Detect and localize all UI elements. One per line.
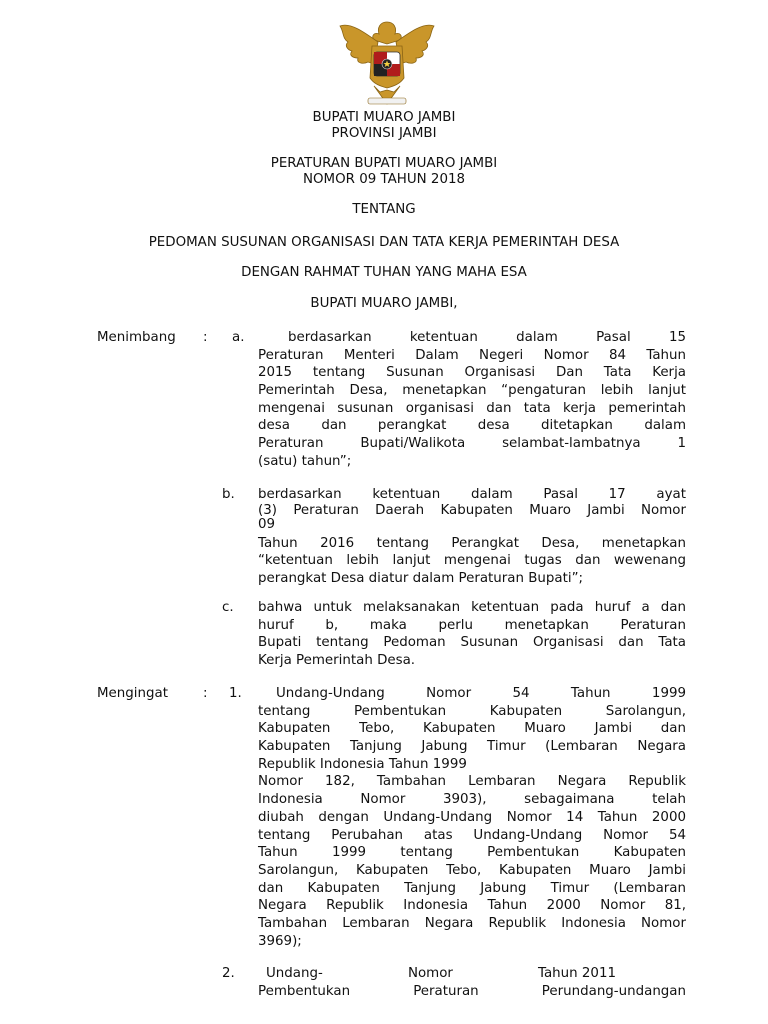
- text-line: Tambahan Lembaran Negara Republik Indonesia Nomor: [258, 915, 686, 931]
- item-marker: b.: [222, 487, 235, 502]
- regulation-subject: PEDOMAN SUSUNAN ORGANISASI DAN TATA KERJA PEMERINTAH DESA: [148, 235, 620, 250]
- text-line: Nomor 182, Tambahan Lembaran Negara Republik: [258, 774, 686, 790]
- text-line: Undang-Undang Nomor 54 Tahun 1999: [276, 686, 686, 701]
- text-line: “ketentuan lebih lanjut mengenai tugas dan wewenang: [258, 553, 686, 569]
- legal-basis-item-1: [258, 685, 686, 950]
- province-title: PROVINSI JAMBI: [331, 126, 437, 141]
- text-line: berdasarkan ketentuan dalam Pasal 15: [288, 330, 686, 345]
- section-label-menimbang: Menimbang: [97, 330, 176, 345]
- item-marker: 2.: [222, 966, 235, 981]
- text-line: Peraturan Menteri Dalam Negeri Nomor 84 Tahun: [258, 347, 686, 363]
- text-fragment: Undang-: [266, 966, 323, 981]
- text-line: (satu) tahun”;: [258, 453, 352, 469]
- text-line: diubah dengan Undang-Undang Nomor 14 Tahun 2000: [258, 809, 686, 825]
- invocation: DENGAN RAHMAT TUHAN YANG MAHA ESA: [241, 265, 527, 280]
- text-line: huruf b, maka perlu menetapkan Peraturan: [258, 617, 686, 633]
- text-line: 3969);: [258, 933, 302, 949]
- item-marker: 1.: [229, 686, 242, 701]
- text-line: 2015 tentang Susunan Organisasi Dan Tata Kerja: [258, 365, 686, 381]
- text-line: Kabupaten Tebo, Kabupaten Muaro Jambi dan: [258, 721, 686, 737]
- text-line: bahwa untuk melaksanakan ketentuan pada huruf a dan: [258, 600, 686, 615]
- text-line: tentang Perubahan atas Undang-Undang Nomor 54: [258, 827, 686, 843]
- regent-title: BUPATI MUARO JAMBI: [312, 110, 456, 125]
- text-line: Indonesia Nomor 3903), sebagaimana telah: [258, 792, 686, 808]
- garuda-emblem-icon: [334, 18, 440, 108]
- text-line: Tahun 1999 tentang Pembentukan Kabupaten: [258, 845, 686, 861]
- text-line: Negara Republik Indonesia Tahun 2000 Nomor 81,: [258, 898, 686, 914]
- text-fragment: Perundang-undangan: [541, 983, 686, 999]
- text-line: perangkat Desa diatur dalam Peraturan Bupati”;: [258, 571, 584, 587]
- section-colon: :: [203, 330, 208, 345]
- text-line: berdasarkan ketentuan dalam Pasal 17 ayat: [258, 487, 686, 502]
- text-line: desa dan perangkat desa ditetapkan dalam: [258, 418, 686, 434]
- text-line: (3) Peraturan Daerah Kabupaten Muaro Jambi Nomor: [258, 502, 686, 518]
- text-line: Republik Indonesia Tahun 1999: [258, 756, 467, 772]
- regulation-number: NOMOR 09 TAHUN 2018: [302, 172, 466, 187]
- text-line: [258, 965, 616, 983]
- signatory: BUPATI MUARO JAMBI,: [310, 296, 458, 311]
- considering-item-b: [258, 486, 686, 588]
- text-line: Tahun 2016 tentang Perangkat Desa, menetapkan: [258, 535, 686, 551]
- text-line: Sarolangun, Kabupaten Tebo, Kabupaten Muaro Jambi: [258, 862, 686, 878]
- text-fragment: Nomor: [407, 966, 453, 981]
- text-line: Peraturan Bupati/Walikota selambat-lambatnya 1: [258, 436, 686, 452]
- text-fragment: Peraturan: [413, 983, 479, 999]
- text-line: tentang Pembentukan Kabupaten Sarolangun,: [258, 703, 686, 719]
- text-line: 09: [258, 517, 276, 533]
- text-line: Bupati tentang Pedoman Susunan Organisasi dan Tata: [258, 635, 686, 651]
- text-line: Pemerintah Desa, menetapkan “pengaturan lebih lanjut: [258, 383, 686, 399]
- section-colon: :: [203, 686, 208, 701]
- legal-basis-item-2: [258, 965, 686, 1000]
- item-marker: a.: [232, 330, 245, 345]
- text-line: Kerja Pemerintah Desa.: [258, 653, 416, 669]
- about-heading: TENTANG: [352, 202, 416, 217]
- text-line: Kabupaten Tanjung Jabung Timur (Lembaran Negara: [258, 739, 686, 755]
- text-line: [258, 983, 686, 1001]
- item-marker: c.: [222, 600, 234, 615]
- text-fragment: Tahun 2011: [538, 966, 616, 981]
- regulation-title: PERATURAN BUPATI MUARO JAMBI: [270, 156, 498, 171]
- considering-item-c: [258, 599, 686, 670]
- section-label-mengingat: Mengingat: [97, 686, 168, 701]
- text-fragment: Pembentukan: [258, 983, 351, 999]
- text-line: mengenai susunan organisasi dan tata kerja pemerintah: [258, 400, 686, 416]
- considering-item-a: [258, 329, 686, 471]
- text-line: dan Kabupaten Tanjung Jabung Timur (Lembaran: [258, 880, 686, 896]
